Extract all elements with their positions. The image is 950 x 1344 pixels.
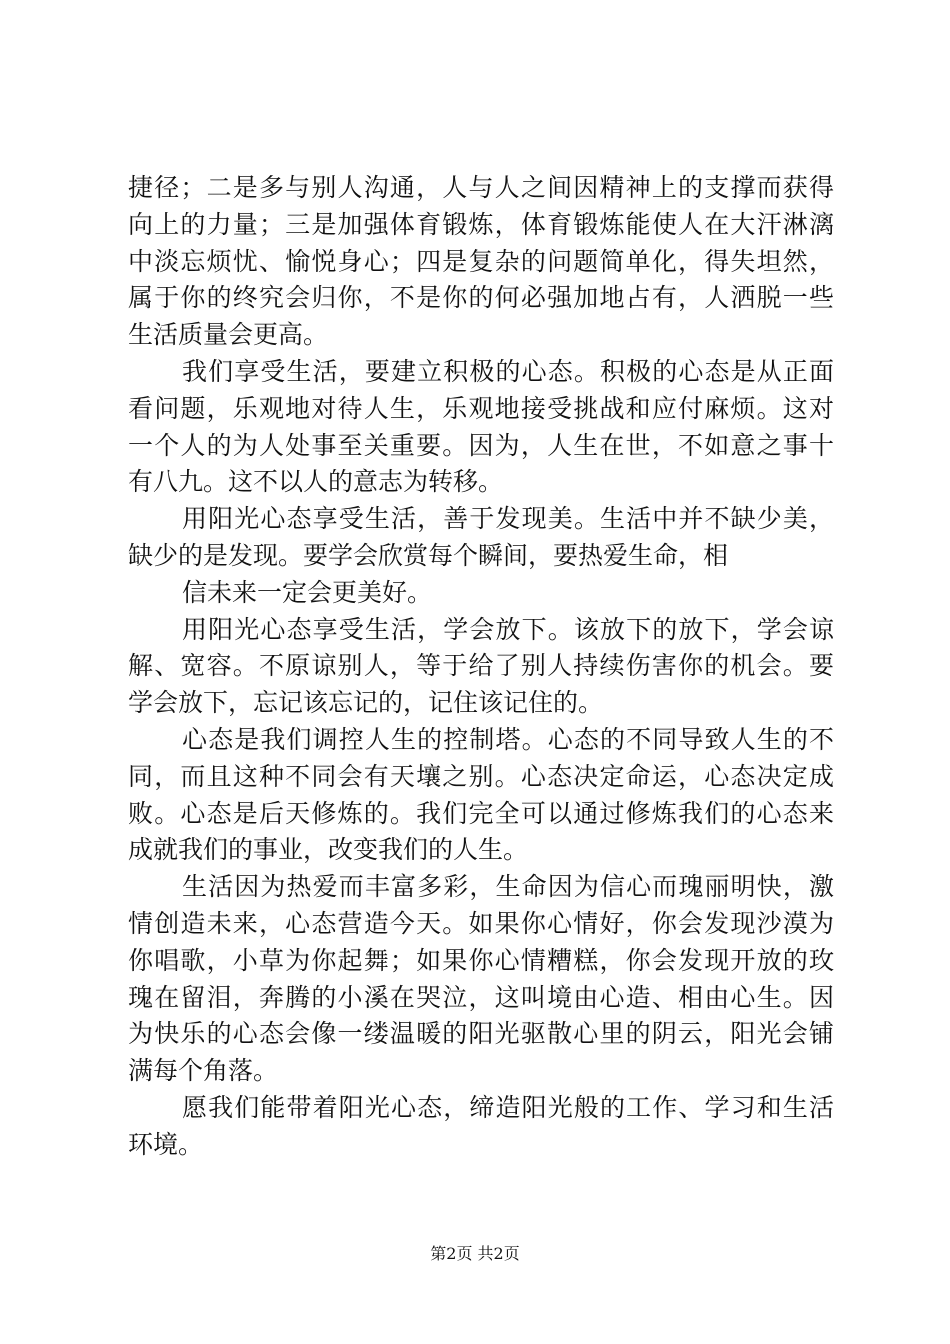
text-line: 解、宽容。不原谅别人，等于给了别人持续伤害你的机会。要 <box>128 651 834 681</box>
document-body <box>128 170 834 1164</box>
text-line: 成就我们的事业，改变我们的人生。 <box>128 835 529 865</box>
text-line: 用阳光心态享受生活，善于发现美。生活中并不缺少美， <box>182 504 834 534</box>
text-line: 你唱歌，小草为你起舞；如果你心情糟糕，你会发现开放的玫 <box>128 945 834 975</box>
text-line: 有八九。这不以人的意志为转移。 <box>128 467 504 497</box>
text-line: 学会放下，忘记该忘记的，记住该记住的。 <box>128 688 604 718</box>
text-line: 我们享受生活，要建立积极的心态。积极的心态是从正面 <box>182 356 834 386</box>
text-line: 瑰在留泪，奔腾的小溪在哭泣，这叫境由心造、相由心生。因 <box>128 982 834 1012</box>
text-line: 捷径；二是多与别人沟通，人与人之间因精神上的支撑而获得 <box>128 173 834 202</box>
text-line: 为快乐的心态会像一缕温暖的阳光驱散心里的阴云，阳光会铺 <box>128 1019 834 1049</box>
text-line: 同，而且这种不同会有天壤之别。心态决定命运，心态决定成 <box>128 761 834 791</box>
text-line: 生活质量会更高。 <box>128 320 329 350</box>
text-line: 一个人的为人处事至关重要。因为，人生在世，不如意之事十 <box>128 430 834 460</box>
page-footer: 第2页 共2页 <box>430 1244 520 1263</box>
text-line: 中淡忘烦忧、愉悦身心；四是复杂的问题简单化，得失坦然， <box>128 246 834 276</box>
text-line: 满每个角落。 <box>128 1056 279 1086</box>
text-line: 用阳光心态享受生活，学会放下。该放下的放下，学会谅 <box>182 614 834 644</box>
text-line: 愿我们能带着阳光心态，缔造阳光般的工作、学习和生活 <box>182 1092 834 1122</box>
text-line: 信未来一定会更美好。 <box>182 577 433 607</box>
text-line: 败。心态是后天修炼的。我们完全可以通过修炼我们的心态来 <box>128 798 834 828</box>
text-line: 生活因为热爱而丰富多彩，生命因为信心而瑰丽明快，激 <box>182 872 834 902</box>
text-line: 缺少的是发现。要学会欣赏每个瞬间，要热爱生命，相 <box>128 540 729 570</box>
text-line: 看问题，乐观地对待人生，乐观地接受挑战和应付麻烦。这对 <box>128 393 834 423</box>
text-line: 环境。 <box>128 1129 204 1159</box>
text-line: 属于你的终究会归你，不是你的何必强加地占有，人洒脱一些 <box>128 283 834 313</box>
text-line: 心态是我们调控人生的控制塔。心态的不同导致人生的不 <box>182 724 834 754</box>
text-line: 向上的力量；三是加强体育锻炼，体育锻炼能使人在大汗淋漓 <box>128 209 834 239</box>
text-line: 情创造未来，心态营造今天。如果你心情好，你会发现沙漠为 <box>128 908 834 938</box>
